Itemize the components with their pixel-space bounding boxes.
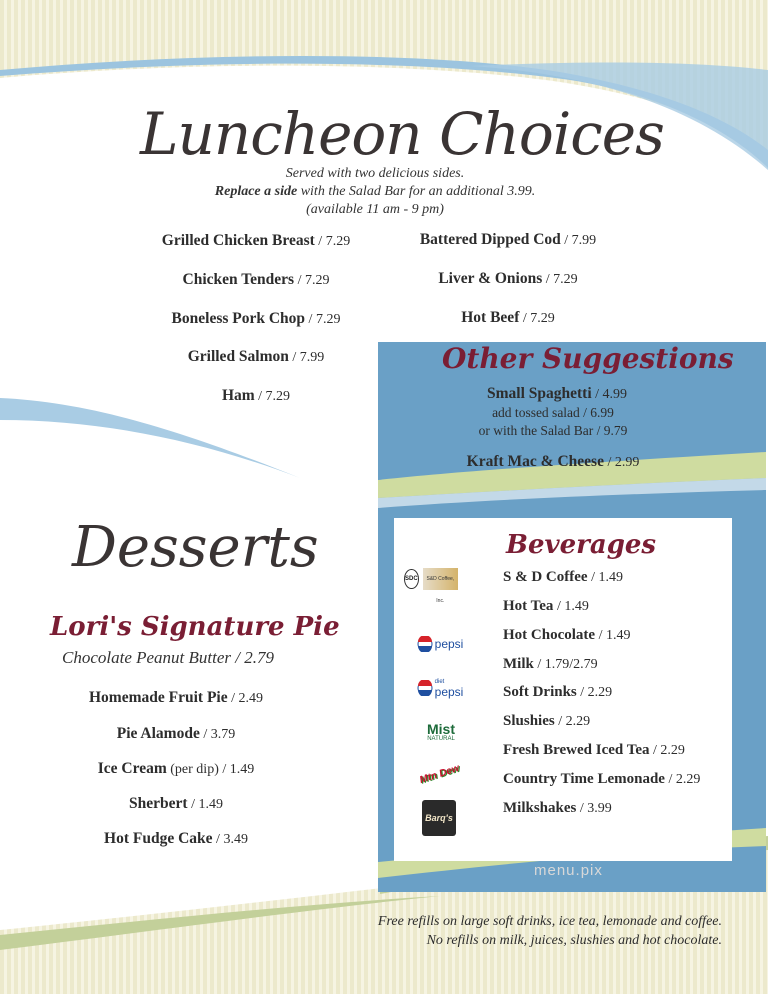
beverage-item: [503, 713, 590, 730]
item-price: / 7.29: [305, 312, 341, 327]
item-price: / 7.29: [294, 273, 330, 288]
item-name: Grilled Chicken Breast: [161, 232, 315, 249]
item-price: / 1.49: [595, 628, 631, 643]
beverage-item: [503, 800, 612, 817]
item-name: Small Spaghetti: [486, 385, 592, 402]
item-price: / 7.29: [542, 272, 578, 287]
beverages-title: Beverages: [506, 530, 657, 560]
item-price: / 7.29: [519, 311, 555, 326]
item-name: Pie Alamode: [116, 725, 200, 742]
item-name: Ice Cream: [97, 760, 167, 777]
item-name: Milkshakes: [503, 800, 577, 816]
refill-note-2: No refills on milk, juices, slushies and hot chocolate.: [426, 933, 722, 948]
luncheon-availability: (available 11 am - 9 pm): [306, 202, 444, 217]
spaghetti-note-1: add tossed salad / 6.99: [492, 405, 614, 420]
item-price: / 2.49: [227, 691, 263, 706]
menu-item: [162, 232, 350, 250]
diet-pepsi-globe-icon: [417, 680, 433, 696]
menu-item: [467, 453, 640, 471]
menu-item: [117, 725, 235, 743]
item-name: Homemade Fruit Pie: [89, 689, 228, 706]
menu-item: [461, 309, 555, 327]
item-price: / 2.29: [664, 772, 701, 787]
item-name: Hot Tea: [503, 598, 554, 614]
item-price: / 2.29: [576, 685, 613, 700]
menu-item: [89, 689, 263, 707]
item-name: Milk: [503, 656, 534, 672]
barqs-logo: [422, 800, 456, 836]
item-price: / 7.99: [560, 233, 597, 248]
luncheon-subtitle-2: [0, 184, 750, 200]
diet-pepsi-logo: [414, 677, 466, 699]
mist-natural-text: NATURAL: [427, 736, 455, 742]
item-price: / 1.49: [218, 762, 255, 777]
item-price: / 2.29: [554, 714, 591, 729]
replace-side-text: Replace a side: [214, 184, 298, 199]
watermark: menu.pix: [534, 862, 603, 879]
sd-coffee-label: S&D Coffee, Inc.: [423, 568, 458, 590]
menu-item: [487, 385, 627, 403]
item-name: Slushies: [503, 713, 555, 729]
beverage-item: [503, 742, 685, 759]
item-name: Country Time Lemonade: [503, 771, 665, 787]
menu-item: [438, 270, 577, 288]
item-price: / 1.49: [553, 599, 589, 614]
item-price: / 3.99: [576, 801, 612, 816]
item-name: Hot Chocolate: [503, 627, 596, 643]
sd-coffee-logo: [404, 568, 458, 604]
item-name: Sherbert: [129, 795, 188, 812]
luncheon-title: Luncheon Choices: [140, 100, 664, 168]
luncheon-subtitle-1: Served with two delicious sides.: [285, 166, 465, 181]
item-price: / 3.79: [199, 727, 236, 742]
diet-text: diet: [434, 679, 445, 685]
beverage-item: [503, 684, 612, 701]
item-name: Chicken Tenders: [182, 271, 295, 288]
signature-pie-subtitle: Chocolate Peanut Butter / 2.79: [62, 648, 274, 667]
item-name: Hot Beef: [461, 309, 520, 326]
item-name: Battered Dipped Cod: [419, 231, 561, 248]
spaghetti-note-2: or with the Salad Bar / 9.79: [478, 423, 628, 438]
item-price: / 1.79/2.79: [533, 657, 598, 672]
barqs-text: Barq's: [425, 813, 453, 823]
refill-note-1: Free refills on large soft drinks, ice tea, lemonade and coffee.: [377, 914, 722, 929]
item-price: / 7.29: [314, 234, 351, 249]
item-name: Liver & Onions: [438, 270, 543, 287]
menu-item: [420, 231, 596, 249]
menu-item: [222, 387, 290, 405]
item-name: Soft Drinks: [503, 684, 577, 700]
item-name: Fresh Brewed Iced Tea: [503, 742, 650, 758]
other-suggestions-title: Other Suggestions: [442, 342, 734, 375]
beverage-item: [503, 771, 700, 788]
item-name: Ham: [221, 387, 255, 404]
item-extra: (per dip): [166, 762, 219, 777]
item-name: Hot Fudge Cake: [104, 830, 213, 847]
menu-item: [129, 795, 223, 813]
menu-item: [172, 310, 341, 328]
pepsi-text: pepsi: [434, 637, 464, 651]
item-price: / 1.49: [587, 570, 623, 585]
item-price: / 7.99: [288, 350, 325, 365]
item-price: / 2.29: [649, 743, 685, 758]
signature-pie-title: Lori's Signature Pie: [50, 612, 340, 642]
menu-item: [183, 271, 330, 289]
mist-text: Mist: [427, 721, 455, 737]
beverage-item: [503, 569, 623, 586]
item-name: Boneless Pork Chop: [171, 310, 306, 327]
beverage-item: [503, 627, 630, 644]
diet-pepsi-text: pepsi: [434, 685, 464, 699]
beverage-item: [503, 598, 589, 615]
item-price: / 7.29: [254, 389, 291, 404]
beverage-item: [503, 656, 598, 673]
item-name: Kraft Mac & Cheese: [466, 453, 604, 470]
replace-side-rest: with the Salad Bar for an additional 3.99.: [297, 184, 536, 199]
desserts-title: Desserts: [72, 515, 319, 580]
sierra-mist-logo: [418, 716, 464, 748]
item-price: / 2.99: [603, 455, 640, 470]
menu-item: [188, 348, 325, 366]
pepsi-logo: [414, 634, 466, 654]
item-price: / 3.49: [212, 832, 248, 847]
item-name: S & D Coffee: [503, 569, 588, 585]
item-name: Grilled Salmon: [187, 348, 289, 365]
item-price: / 1.49: [187, 797, 223, 812]
pepsi-globe-icon: [417, 636, 433, 652]
menu-item: [104, 830, 248, 848]
mtn-dew-text: Mtn Dew: [418, 762, 462, 786]
menu-item: [98, 760, 255, 778]
mountain-dew-logo: [418, 760, 462, 788]
item-price: / 4.99: [591, 387, 628, 402]
sd-coffee-emblem: SDC: [404, 569, 419, 589]
